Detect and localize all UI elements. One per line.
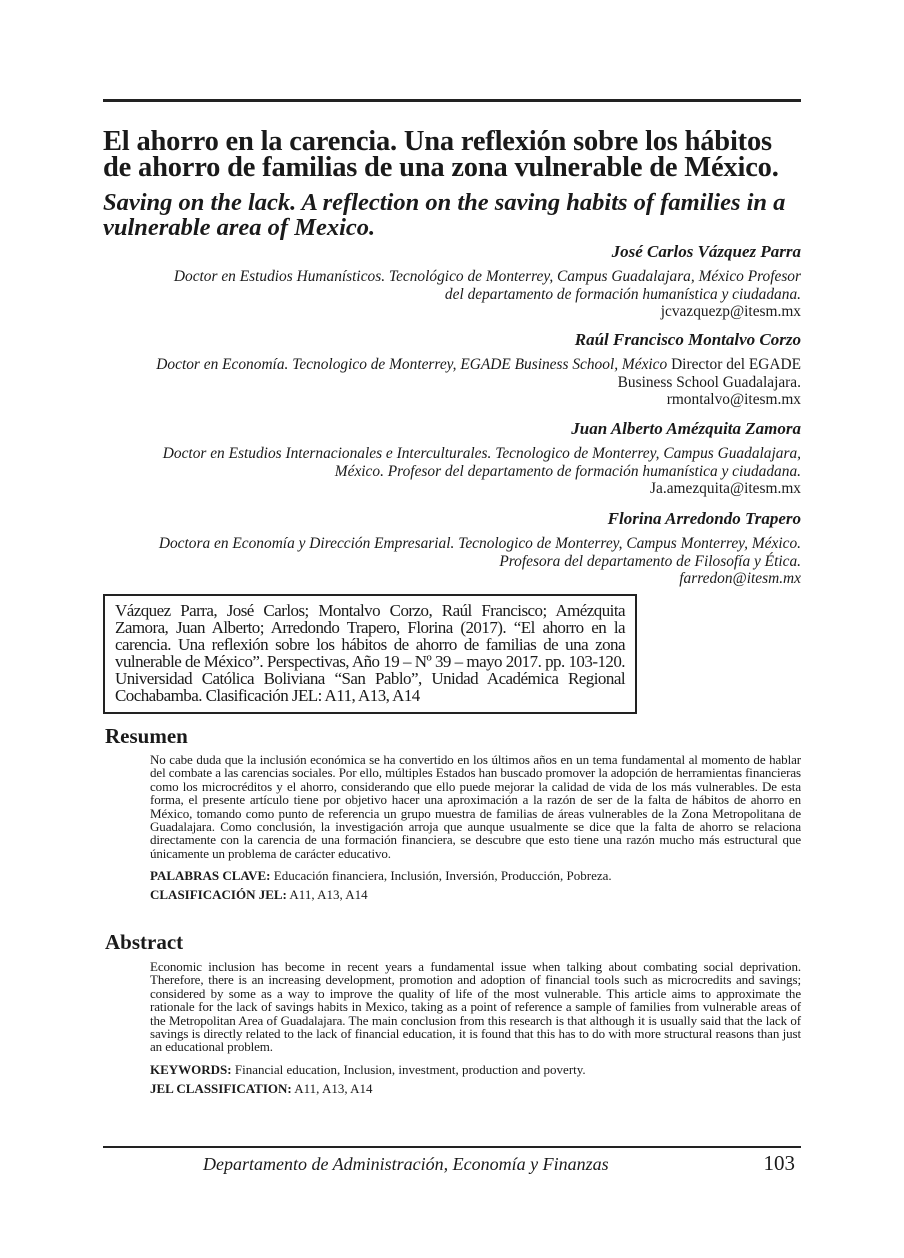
author-block-2: [103, 330, 801, 409]
author-name: Florina Arredondo Trapero: [607, 509, 801, 528]
affiliation-line: Profesora del departamento de Filosofía y Ética.: [499, 552, 801, 570]
affiliation-line: Business School Guadalajara.: [617, 373, 801, 391]
author-block-1: [103, 242, 801, 321]
abstract-keywords: [150, 1062, 801, 1077]
abstract-heading: Abstract: [105, 930, 184, 954]
author-affiliation: [103, 445, 801, 480]
author-email[interactable]: rmontalvo@itesm.mx: [666, 391, 801, 408]
affiliation-line: Doctor en Estudios Humanísticos. Tecnológico de Monterrey, Campus Guadalajara, México Profesor: [173, 268, 801, 285]
resumen-heading: Resumen: [105, 724, 188, 748]
affiliation-line: Doctor en Estudios Internacionales e Interculturales. Tecnologico de Monterrey, Campus Guadalajara,: [162, 445, 801, 462]
resumen-body: No cabe duda que la inclusión económica se ha convertido en los últimos años en un tema fundamental al momento de hablar del combate a las carencias sociales. Por ello, múltiples Estados han buscado promover la adopción de herramientas financieras como los microcréditos y el ahorro, considerando que ello puede mejorar la calidad de vida de los más vulnerables. De esta forma, el presente artículo tiene por objetivo hacer una aproximación a la razón de ser de la falta de hábitos de ahorro en México, tomando como punto de referencia un grupo muestra de familias de áreas vulnerables de la Zona Metropolitana de Guadalajara. Como conclusión, la investigación arroja que aunque usualmente se dice que la falta de ahorro se relaciona directamente con la carencia de una formación financiera, se descubre que esto tiene una razón mucho más estructural que únicamente un problema de carácter educativo.: [150, 752, 801, 861]
title-english: Saving on the lack. A reflection on the saving habits of families in a vulnerable area of Mexico.: [103, 189, 786, 241]
affiliation-italic: Doctor en Economía. Tecnologico de Monterrey, EGADE Business School, México: [156, 356, 668, 373]
keywords-label: KEYWORDS:: [150, 1061, 232, 1077]
resumen-section: [150, 753, 801, 902]
author-affiliation: [103, 268, 801, 303]
author-block-3: [103, 419, 801, 498]
affiliation-line: Doctora en Economía y Dirección Empresarial. Tecnologico de Monterrey, Campus Monterrey, México.: [158, 535, 801, 552]
jel-value: A11, A13, A14: [291, 1080, 373, 1096]
title-spanish: El ahorro en la carencia. Una reflexión sobre los hábitos de ahorro de familias de una zona vulnerable de México.: [103, 126, 779, 183]
jel-value: A11, A13, A14: [286, 887, 368, 903]
bottom-rule: [103, 1146, 801, 1148]
affiliation-line: del departamento de formación humanística y ciudadana.: [444, 285, 801, 303]
citation-box: [103, 594, 637, 714]
author-email[interactable]: Ja.amezquita@itesm.mx: [650, 480, 801, 497]
keywords-label: PALABRAS CLAVE:: [150, 868, 271, 884]
resumen-jel: [150, 887, 801, 902]
jel-label: JEL CLASSIFICATION:: [150, 1080, 292, 1096]
keywords-value: Educación financiera, Inclusión, Inversión, Producción, Pobreza.: [270, 868, 612, 884]
affiliation-line: [103, 356, 801, 374]
page-number: 103: [763, 1151, 795, 1175]
abstract-jel: [150, 1081, 801, 1096]
affiliation-plain: Director del EGADE: [667, 356, 801, 373]
citation-text: Vázquez Parra, José Carlos; Montalvo Corzo, Raúl Francisco; Amézquita Zamora, Juan Alberto; Arredondo Trapero, Florina (2017). “El ahorro en la carencia. Una reflexión sobre los hábitos de ahorro de familias de una zona vulnerable de México”. Perspectivas, Año 19 – Nº 39 – mayo 2017. pp. 103-120. Universidad Católica Boliviana “San Pablo”, Unidad Académica Regional Cochabamba. Clasificación JEL: A11, A13, A14: [115, 601, 625, 705]
author-name: José Carlos Vázquez Parra: [611, 242, 801, 261]
abstract-body: Economic inclusion has become in recent years a fundamental issue when talking about combating social deprivation. Therefore, there is an increasing development, promotion and adoption of financial tools such as microcredits and savings; considered by some as a way to improve the quality of life of the most vulnerable. This article aims to approximate the rationale for the lack of savings habits in Mexico, taking as a point of reference a sample of families from vulnerable areas of the Metropolitan Area of Guadalajara. The main conclusion from this research is that although it is usually said that the lack of savings is directly related to the lack of financial education, it is found that this has to do with more structural reasons than just an educational problem.: [150, 959, 801, 1055]
top-rule: [103, 99, 801, 102]
author-email[interactable]: jcvazquezp@itesm.mx: [660, 303, 801, 320]
author-affiliation: [103, 356, 801, 391]
abstract-section: [150, 960, 801, 1096]
affiliation-line: México. Profesor del departamento de formación humanística y ciudadana.: [334, 462, 801, 480]
footer-department: Departamento de Administración, Economía y Finanzas: [203, 1154, 609, 1174]
author-name: Juan Alberto Amézquita Zamora: [571, 419, 801, 438]
keywords-value: Financial education, Inclusion, investment, production and poverty.: [231, 1061, 586, 1077]
author-name: Raúl Francisco Montalvo Corzo: [574, 330, 801, 349]
author-affiliation: [103, 535, 801, 570]
resumen-keywords: [150, 868, 801, 883]
paper-page: [103, 0, 801, 1258]
author-email[interactable]: farredon@itesm.mx: [679, 570, 801, 587]
author-block-4: [103, 509, 801, 588]
jel-label: CLASIFICACIÓN JEL:: [150, 887, 287, 903]
